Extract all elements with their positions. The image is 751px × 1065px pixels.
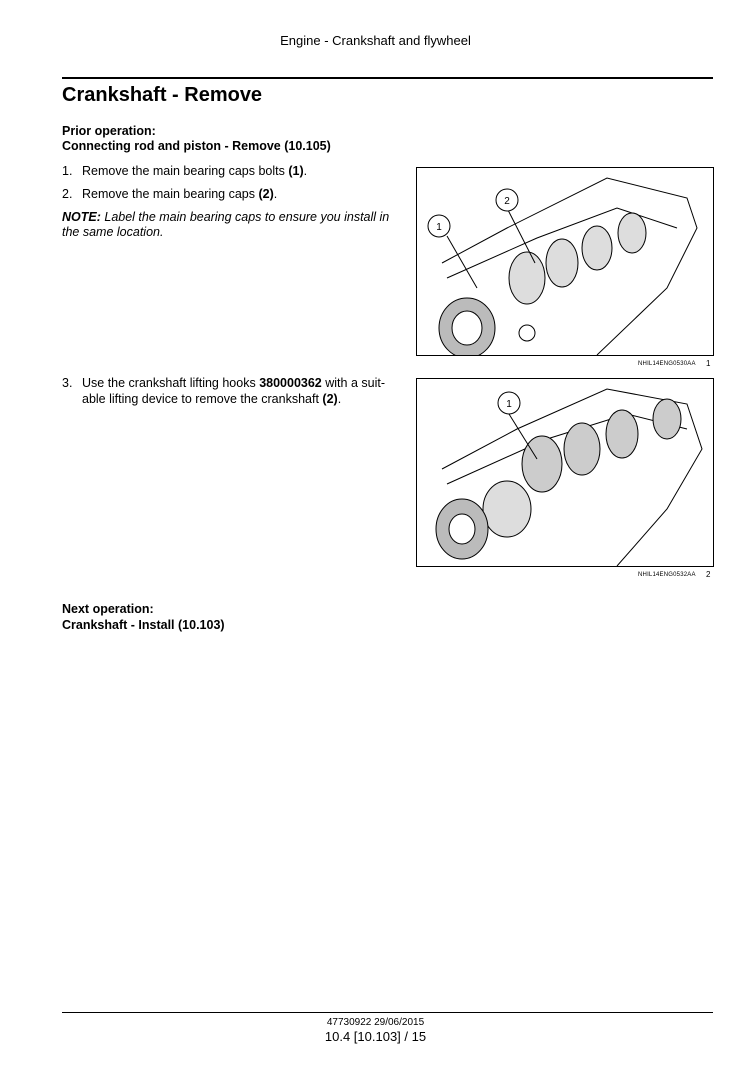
step-number: 3. <box>62 376 73 390</box>
step-end: . <box>273 187 278 201</box>
footer-doc-info: 47730922 29/06/2015 <box>326 1017 425 1028</box>
figure-1-code: NHIL14ENG0530AA <box>638 361 696 367</box>
svg-text:1: 1 <box>436 222 442 233</box>
crankshaft-illustration <box>417 379 713 566</box>
next-operation-link[interactable] <box>62 618 225 633</box>
svg-text:2: 2 <box>504 196 510 207</box>
note <box>62 210 392 240</box>
next-operation-label: Next operation: <box>62 602 154 616</box>
step-text: Use the crankshaft lifting hooks <box>82 376 260 390</box>
footer-page-number: 10.4 [10.103] / 15 <box>324 1029 427 1044</box>
step-2 <box>62 186 392 202</box>
prior-operation-label: Prior operation: <box>62 124 156 138</box>
svg-text:1: 1 <box>506 399 512 410</box>
step-ref: (2) <box>258 187 274 201</box>
callout-1 <box>498 392 520 414</box>
step-text: Remove the main bearing caps <box>82 187 259 201</box>
callout-2 <box>496 189 518 211</box>
step-1 <box>62 163 392 179</box>
step-number: 2. <box>62 187 73 201</box>
step-ref: (1) <box>288 164 304 178</box>
note-text: Label the main bearing caps to ensure you install in the same location. <box>62 210 390 239</box>
running-header: Engine - Crankshaft and flywheel <box>280 33 471 48</box>
figure-2-number: 2 <box>706 570 711 579</box>
next-link-suffix: - Install (10.103) <box>127 618 225 632</box>
section-title: Crankshaft - Remove <box>62 84 263 106</box>
step-end: . <box>303 164 308 178</box>
figure-2-code: NHIL14ENG0532AA <box>638 572 696 578</box>
note-label: NOTE: <box>62 210 101 224</box>
prior-operation-link[interactable] <box>62 139 331 154</box>
step-3 <box>62 375 392 407</box>
figure-1-number: 1 <box>706 359 711 368</box>
prior-link-suffix: - Remove (10.105) <box>221 139 331 153</box>
figure-2 <box>416 378 714 567</box>
figure-1 <box>416 167 714 356</box>
header-rule <box>62 77 713 79</box>
next-link-text[interactable]: Crankshaft <box>62 618 128 632</box>
step-ref: (2) <box>322 392 338 406</box>
step-end: . <box>337 392 342 406</box>
prior-link-text[interactable]: Connecting rod and piston <box>62 139 222 153</box>
step-number: 1. <box>62 164 73 178</box>
engine-block-illustration <box>417 168 713 355</box>
callout-1 <box>428 215 450 237</box>
footer-rule <box>62 1012 713 1013</box>
step-text: Remove the main bearing caps bolts <box>82 164 289 178</box>
step-text: with a suit-able lifting device to remove the crankshaft <box>82 376 385 406</box>
tool-number: 380000362 <box>259 376 322 390</box>
